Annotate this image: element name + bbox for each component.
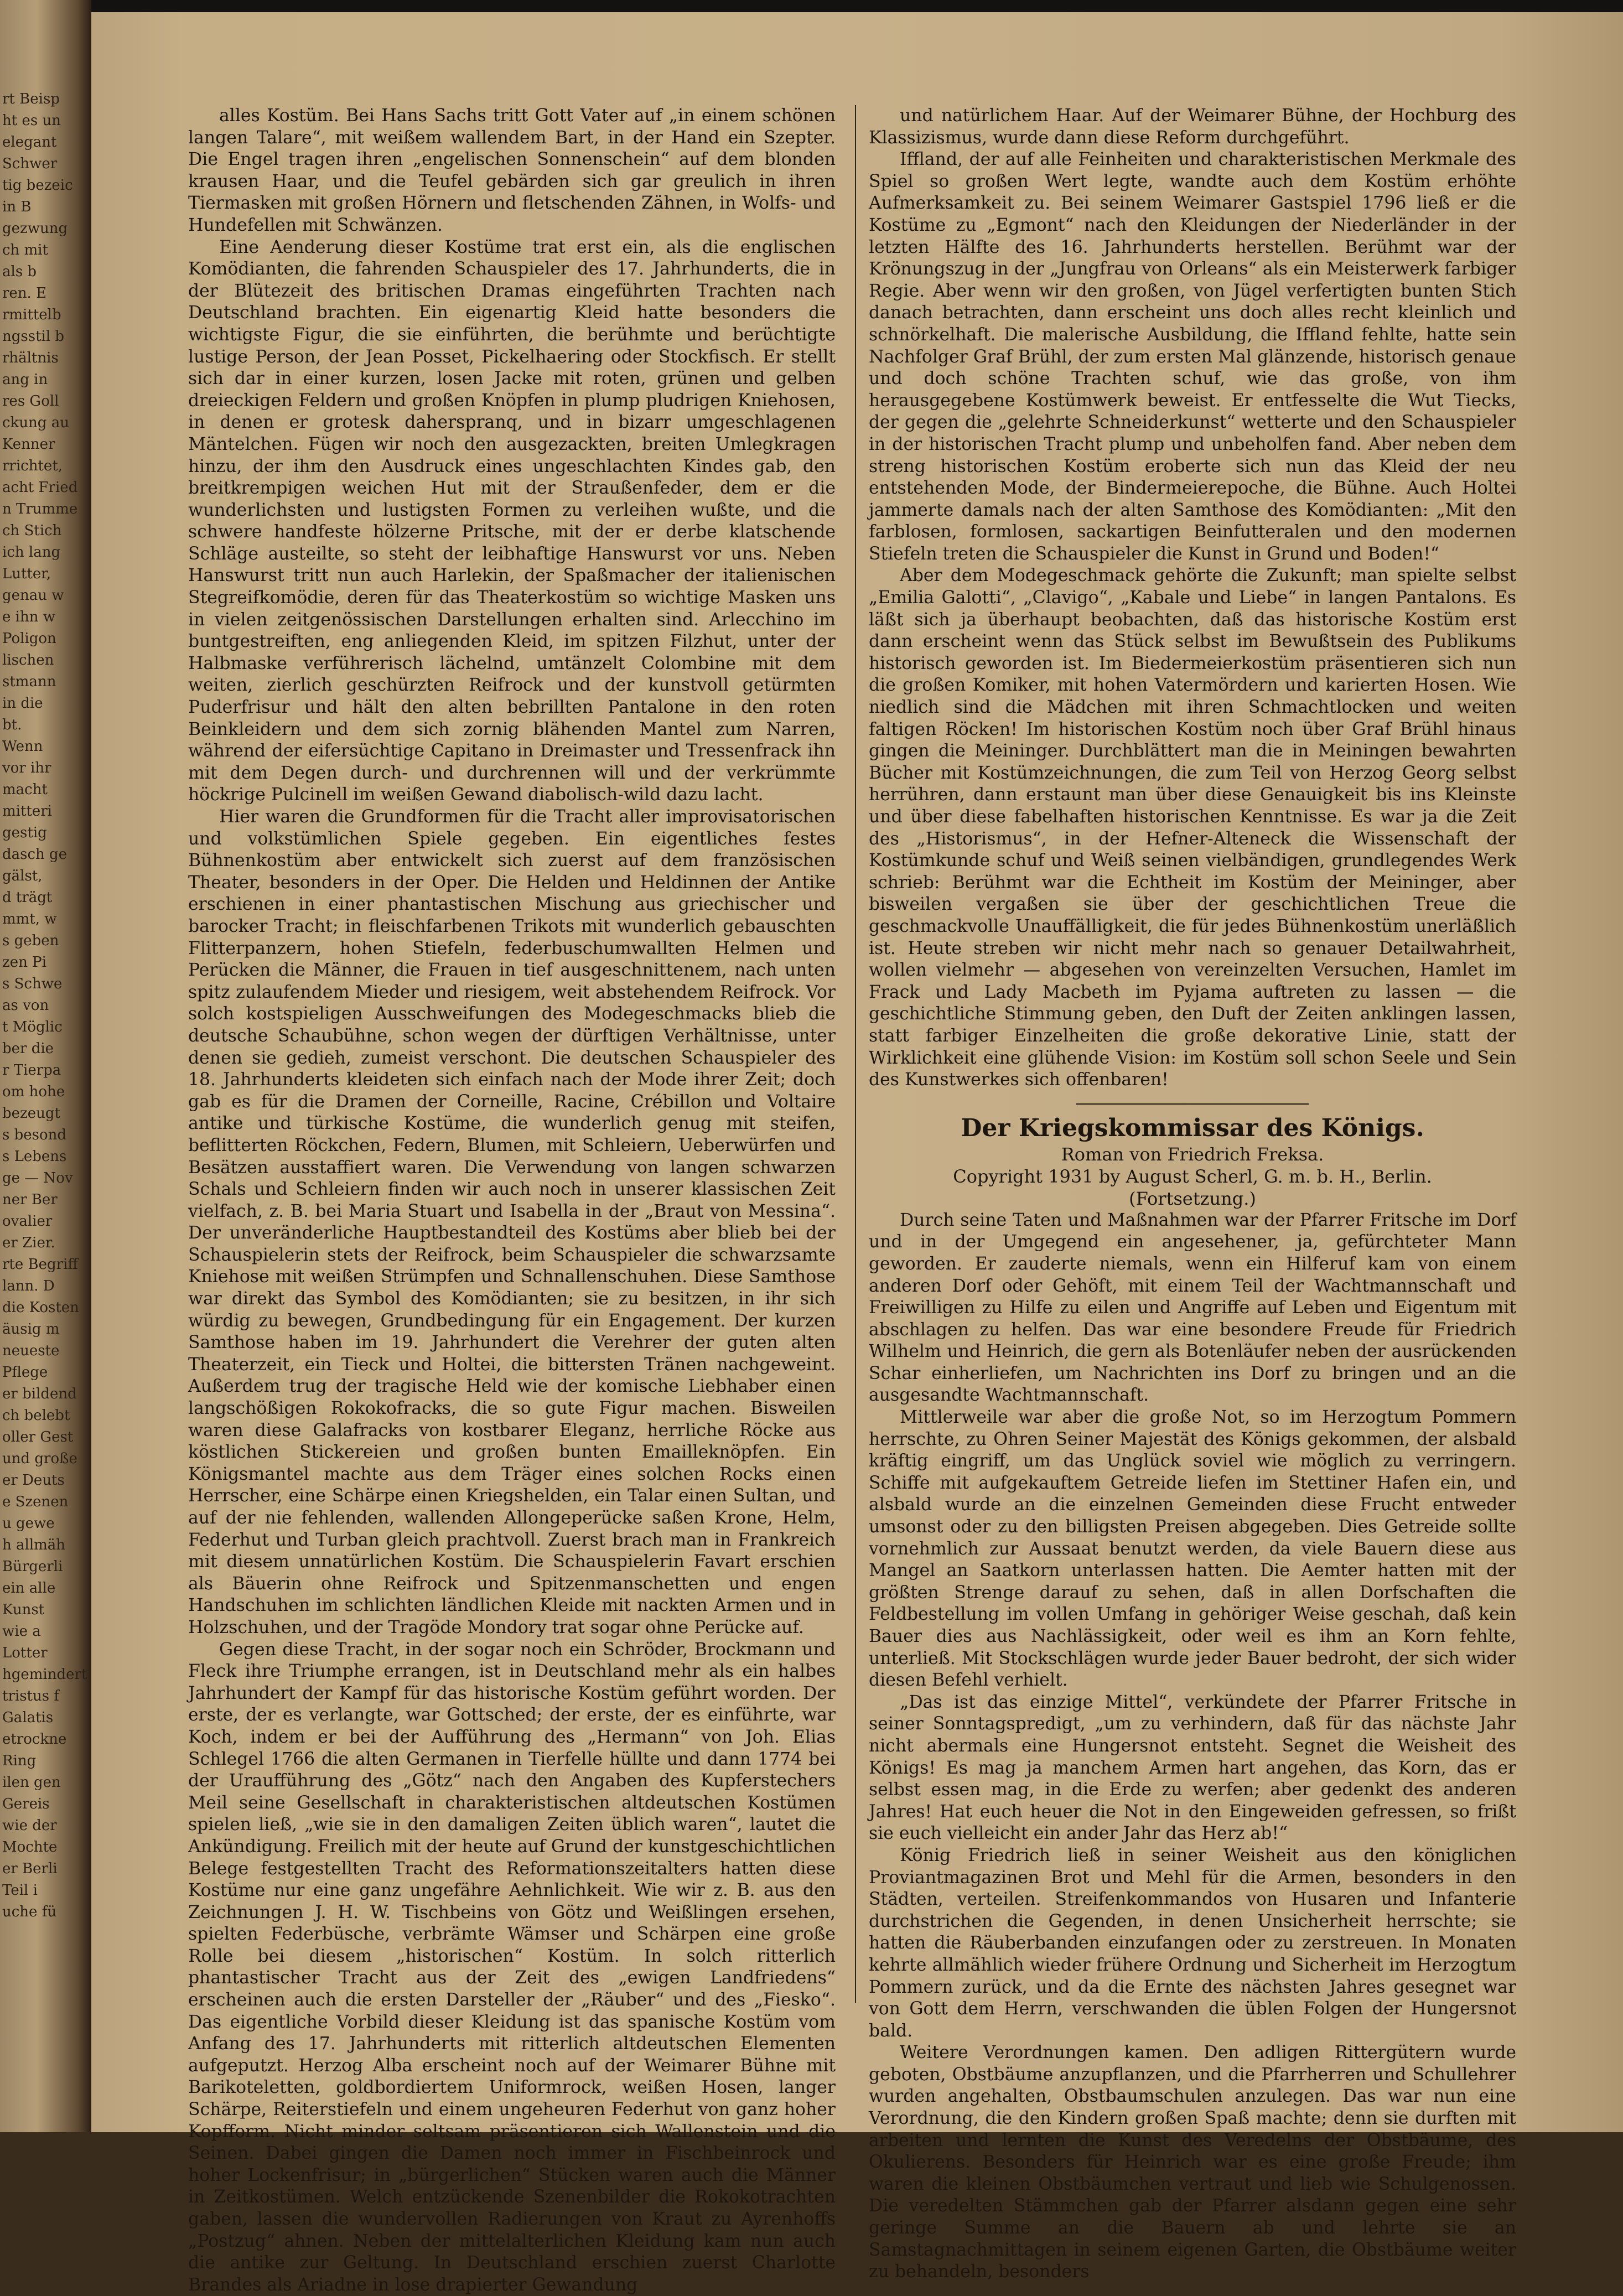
facing-page-fragment: Lotter bbox=[2, 1645, 48, 1661]
facing-page-fragment: genau w bbox=[2, 587, 64, 604]
facing-page-fragment: ch Stich bbox=[2, 522, 62, 539]
facing-page-fragment: Kenner bbox=[2, 436, 55, 453]
article-paragraph: und natürlichem Haar. Auf der Weimarer Bühne, der Hochburg des Klassizismus, wurde dann diese Reform durchgeführt. bbox=[869, 106, 1516, 148]
facing-page-fragment: oller Gest bbox=[2, 1429, 74, 1445]
facing-page-fragment: gezwung bbox=[2, 220, 68, 237]
facing-page-fragment: h allmäh bbox=[2, 1537, 66, 1553]
facing-page-fragment: ren. E bbox=[2, 285, 47, 302]
facing-page-fragment: Schwer bbox=[2, 156, 58, 172]
facing-page-fragment: u gewe bbox=[2, 1515, 55, 1532]
story-paragraph: König Friedrich ließ in seiner Weisheit aus den königlichen Proviantmagazinen Brot und Mehl für die Armen, besonders in den Städten, verteilen. Streifenkommandos von Husaren und Infanterie durchstrichen die Gegenden, in denen Unsicherheit herrschte; sie hatten die Räuberbanden einzufangen oder zu zerstreuen. In Monaten kehrte allmählich wieder frühere Ordnung und Sicherheit im Herzogtum Pommern zurück, und da die Ernte des nächsten Jahres gesegnet war von Gott dem Herrn, verschwanden die üblen Folgen der Hungersnot bald. bbox=[869, 1845, 1516, 2041]
facing-page-fragment: macht bbox=[2, 781, 48, 798]
facing-page-fragment: r Tierpa bbox=[2, 1062, 61, 1079]
facing-page-fragment: mmt, w bbox=[2, 911, 57, 927]
facing-page-fragment: d trägt bbox=[2, 889, 53, 906]
story-continuation-note: (Fortsetzung.) bbox=[1129, 1188, 1256, 1209]
facing-page-fragment: und große bbox=[2, 1450, 77, 1467]
facing-page-fragment: ch mit bbox=[2, 242, 48, 258]
facing-page-fragment: mitteri bbox=[2, 803, 52, 820]
facing-page-fragment: e ihn w bbox=[2, 609, 55, 625]
facing-page-fragment: rmittelb bbox=[2, 307, 61, 323]
facing-page-fragment: tig bezeic bbox=[2, 177, 73, 194]
facing-page-fragment: s Schwe bbox=[2, 976, 63, 992]
story-paragraph: Durch seine Taten und Maßnahmen war der Pfarrer Fritsche im Dorf und in der Umgegend ein angesehener, ja, gefürchteter Mann geworden. Er zauderte niemals, wenn ein Hilferuf kam von einem anderen Dorf oder Gehöft, mit einem Teil der Wachtmannschaft und Freiwilligen zu Hilfe zu eilen und Angriffe auf Leben und Eigentum mit abschlagen zu helfen. Das war eine besondere Freude für Friedrich Wilhelm und Heinrich, die gern als Botenläufer neben der ausrückenden Schar einherliefen, um Nachrichten ins Dorf zu bringen und an die ausgesandte Wachtmannschaft. bbox=[869, 1210, 1516, 1406]
facing-page-fragment: rhältnis bbox=[2, 350, 59, 366]
facing-page-fragment: stmann bbox=[2, 673, 56, 690]
story-paragraph: „Das ist das einzige Mittel“, verkündete der Pfarrer Fritsche in seiner Sonntagspredigt, „um zu verhindern, daß für das nächste Jahr nicht abermals eine Hungersnot entsteht. Segnet die Weisheit des Königs! Es mag ja manchem Armen hart angehen, das Korn, das er selbst essen mag, in die Erde zu werfen; aber gedenkt des anderen Jahres! Hat euch heuer die Not in den Eingeweiden gefressen, so frißt sie euch vielleicht ein ander Jahr das Herz ab!“ bbox=[869, 1692, 1516, 1844]
facing-page-fragment: lischen bbox=[2, 652, 54, 668]
facing-page-fragment: Lutter, bbox=[2, 566, 51, 582]
story-copyright: Copyright 1931 by August Scherl, G. m. b. H., Berlin. bbox=[953, 1165, 1432, 1187]
facing-page-fragment: wie a bbox=[2, 1623, 41, 1640]
facing-page-fragment: zen Pi bbox=[2, 954, 46, 971]
facing-page-fragment: tristus f bbox=[2, 1688, 59, 1704]
facing-page-fragment: Poligon bbox=[2, 630, 56, 647]
facing-page-fragment: Teil i bbox=[2, 1882, 38, 1899]
facing-page-fragment: er Zier. bbox=[2, 1235, 55, 1251]
facing-page-fragment: acht Fried bbox=[2, 479, 78, 496]
facing-page-fragment: Kunst bbox=[2, 1602, 45, 1618]
facing-page-fragment: in die bbox=[2, 695, 43, 712]
facing-page-fragment: lann. D bbox=[2, 1278, 55, 1294]
facing-page-fragment: Ring bbox=[2, 1753, 37, 1769]
facing-page-fragment: Bürgerli bbox=[2, 1558, 63, 1575]
facing-page-fragment: neueste bbox=[2, 1343, 60, 1359]
facing-page-fragment: as von bbox=[2, 997, 49, 1014]
facing-page-fragment: äusig m bbox=[2, 1321, 60, 1338]
facing-page-fragment: uche fü bbox=[2, 1904, 57, 1920]
article-paragraph: Eine Aenderung dieser Kostüme trat erst ein, als die englischen Komödianten, die fahrenden Schauspieler des 17. Jahrhunderts, die in der Blütezeit des britischen Dramas eingeführten Trachten nach Deutschland brachten. Ein eigenartig Kleid hatte besonders die wichtigste Figur, die sie einführten, die berühmte und berüchtigte lustige Person, der Jean Posset, Pickelhaering oder Stockfisch. Er stellt sich dar in einer kurzen, losen Jacke mit roten, grünen und gelben dreieckigen Feldern und großen Knöpfen in plump pludrigen Kniehosen, in denen er grotesk daherspranq, und in bizarr umgeschlagenen Mäntelchen. Fügen wir noch den ausgezackten, breiten Umlegkragen hinzu, der ihm den Ausdruck eines ungeschlachten Kindes gab, den breitkrempigen weichen Hut mit der Straußenfeder, dem er die wunderlichsten und lustigsten Formen zu verleihen wußte, und die schwere handfeste hölzerne Pritsche, mit der er derbe klatschende Schläge austeilte, so steht der leibhaftige Hanswurst vor uns. Neben Hanswurst tritt nun auch Harlekin, der Spaßmacher der italienischen Stegreifkomödie, deren für das Theaterkostüm so wichtige Masken uns in vielen zeitgenössischen Darstellungen erhalten sind. Arlecchino im buntgestreiften, eng anliegenden Kleid, im spitzen Filzhut, unter der Halbmaske verführerisch lächelnd, umtänzelt Colombine mit dem weiten, zierlich geschürzten Reifrock und der kunstvoll getürmten Puderfrisur und hält den alten bebrillten Pantalone in den roten Beinkleidern und dem sich zornig blähenden Mantel zum Narren, während der eifersüchtige Capitano in Dreimaster und Tressenfrack ihn mit dem Degen durch- und durchrennen will und der verkrümmte höckrige Pulcinell im weißen Gewand diabolisch-wild dazu lacht. bbox=[188, 237, 836, 805]
facing-page-fragment: n Trumme bbox=[2, 501, 78, 517]
facing-page-fragment: ngsstil b bbox=[2, 328, 65, 345]
facing-page-fragment: ckung au bbox=[2, 414, 69, 431]
right-column bbox=[869, 105, 1516, 2283]
facing-page-fragment: vor ihr bbox=[2, 760, 51, 776]
facing-page-fragment: bt. bbox=[2, 717, 22, 733]
facing-page-fragment: er Deuts bbox=[2, 1472, 65, 1489]
facing-page-fragment: gestig bbox=[2, 825, 47, 841]
facing-page-fragment: etrockne bbox=[2, 1731, 67, 1748]
article-paragraph: alles Kostüm. Bei Hans Sachs tritt Gott Vater auf „in einem schönen langen Talare“, mit weißem wallendem Bart, in der Hand ein Szepter. Die Engel tragen ihren „engelischen Sonnenschein“ auf dem blonden krausen Haar, und die Teufel gebärden sich gar greulich in ihren Tiermasken mit großen Hörnern und fletschenden Zähnen, in Wolfs- und Hundefellen mit Schwänzen. bbox=[188, 106, 836, 235]
facing-page-fragment: ang in bbox=[2, 371, 48, 388]
facing-page-fragment: ein alle bbox=[2, 1580, 56, 1597]
facing-page-fragment: als b bbox=[2, 263, 37, 280]
story-author: Roman von Friedrich Freksa. bbox=[1061, 1143, 1324, 1165]
facing-page-fragment: Galatis bbox=[2, 1709, 54, 1726]
article-paragraph: Iffland, der auf alle Feinheiten und charakteristischen Merkmale des Spiel so großen Wert legte, wandte auch dem Kostüm erhöhte Aufmerksamkeit zu. Bei seinem Weimarer Gastspiel 1796 ließ er die Kostüme zu „Egmont“ nach den Kleidungen der Niederländer in der letzten Hälfte des 16. Jahrhunderts herstellen. Berühmt war der Krönungszug in der „Jungfrau von Orleans“ als ein Meisterwerk farbiger Regie. Aber wenn wir den großen, von Jügel verfertigten bunten Stich danach betrachten, dann erscheint uns doch alles recht kleinlich und schnörkelhaft. Die malerische Ausbildung, die Iffland fehlte, hatte sein Nachfolger Graf Brühl, der zum ersten Mal glänzende, historisch genaue und doch schöne Trachten schuf, wie das große, von ihm herausgegebene Kostümwerk beweist. Er entfesselte die Wut Tiecks, der gegen die „gelehrte Schneiderkunst“ wetterte und den Schauspieler in der historischen Tracht plump und unbeholfen fand. Aber neben dem streng historischen Kostüm eroberte sich nun das Kleid der neu entstehenden Mode, der Bindermeierepoche, die Bühne. Auch Holtei jammerte damals nach der alten Samthose des Komödianten: „Mit den farblosen, formlosen, sackartigen Beinfutteralen und den modernen Stiefeln treten die Schauspieler die Kunst in Grund und Boden!“ bbox=[869, 149, 1516, 564]
facing-page-text-fragments bbox=[2, 89, 87, 1923]
facing-page-fragment: elegant bbox=[2, 134, 57, 151]
story-paragraph: Mittlerweile war aber die große Not, so im Herzogtum Pommern herrschte, zu Ohren Seiner Majestät des Königs gekommen, der alsbald kräftig eingriff, um das Unglück soviel wie möglich zu verringern. Schiffe mit aufgekauftem Getreide liefen im Stettiner Hafen ein, und alsbald wurde an die einzelnen Gemeinden diese Frucht entweder umsonst oder zu den billigsten Preisen abgegeben. Dies Getreide sollte vornehmlich zur Aussaat benutzt werden, da viele Bauern diese aus Mangel an Saatkorn unterlassen hatten. Die Aemter hatten mit der größten Strenge darauf zu sehen, daß in allen Dorfschaften die Feldbestellung im vollen Umfang in gehöriger Weise geschah, daß kein Bauer dies aus Nachlässigkeit, oder weil es ihm an Korn fehlte, unterließ. Mit Stockschlägen wurde jeder Bauer bedroht, der sich wider diesen Befehl verhielt. bbox=[869, 1407, 1516, 1691]
facing-page-fragment: s besond bbox=[2, 1127, 67, 1143]
story-body bbox=[869, 1210, 1516, 2283]
facing-page-fragment: hgemindert bbox=[2, 1666, 87, 1683]
facing-page-fragment: er bildend bbox=[2, 1386, 77, 1402]
facing-page-fragment: gälst, bbox=[2, 868, 43, 884]
facing-page-fragment: s Lebens bbox=[2, 1148, 67, 1165]
facing-page-fragment: Mochte bbox=[2, 1839, 58, 1856]
facing-page-fragment: ge — Nov bbox=[2, 1170, 73, 1186]
facing-page-fragment: ch belebt bbox=[2, 1407, 70, 1424]
article-paragraph: Hier waren die Grundformen für die Tracht aller improvisatorischen und volkstümlichen Spiele gegeben. Ein eigentliches festes Bühnenkostüm aber entwickelt sich zuerst auf dem französischen Theater, besonders in der Oper. Die Helden und Heldinnen der Antike erschienen in einer phantastischen Mischung aus griechischer und barocker Tracht; in fleischfarbenen Trikots mit wunderlich gebauschten Flitterpanzern, hohen Stiefeln, federbuschumwallten Helmen und Perücken die Männer, die Frauen in tief ausgeschnittenem, nach unten spitz zulaufendem Mieder und riesigem, weit abstehendem Reifrock. Vor solch kostspieligen Ausschweifungen des Modegeschmacks blieb die deutsche Schaubühne, schon wegen der dürftigen Verhältnisse, unter denen sie gedieh, zumeist verschont. Die deutschen Schauspieler des 18. Jahrhunderts kleideten sich einfach nach der Mode ihrer Zeit; doch gab es für die Dramen der Corneille, Racine, Crébillon und Voltaire antike und türkische Kostüme, die wunderlich genug mit steifen, beflitterten Röckchen, Federn, Blumen, mit Schleiern, Ueberwürfen und Besätzen ausstaffiert waren. Die Verwendung von langen schwarzen Schals und Schleiern finden wir auch noch in unserer klassischen Zeit vielfach, z. B. bei Maria Stuart und Isabella in der „Braut von Messina“. Der unveränderliche Hauptbestandteil des Kostüms aber blieb bei der Schauspielerin stets der Reifrock, beim Schauspieler die schwarzsamte Kniehose mit weißen Strümpfen und Schnallenschuhen. Diese Samthose war direkt das Symbol des Komödianten; sie zu besitzen, in ihr sich würdig zu bewegen, Grundbedingung für ein Engagement. Der kurzen Samthose haben im 19. Jahrhundert die Verehrer der guten alten Theaterzeit, ein Tieck und Holtei, die bittersten Tränen nachgeweint. Außerdem trug der tragische Held wie der komische Liebhaber einen langschößigen Rokokofracks, die so gute Figur machen. Bisweilen waren diese Galafracks von kostbarer Eleganz, herrliche Röcke aus köstlichen Stickereien und großen bunten Emailleknöpfen. Ein Königsmantel machte aus dem Träger eines solchen Rocks einen Herrscher, eine Schärpe einen Kriegshelden, ein Talar einen Sultan, und auf der nie fehlenden, wallenden Allongeperücke saßen Krone, Helm, Federhut und Turban gleich prachtvoll. Zuerst brach man in Frankreich mit diesem unnatürlichen Kostüm. Die Schauspielerin Favart erschien als Bäuerin ohne Reifrock und Spitzenmanschetten und engen Handschuhen im schlichten ländlichen Kleide mit nackten Armen und in Holzschuhen, und der Tragöde Mondory trat sogar ohne Perücke auf. bbox=[188, 807, 836, 1637]
facing-page-fragment: Wenn bbox=[2, 738, 43, 755]
facing-page-edge bbox=[0, 0, 91, 2132]
facing-page-fragment: er Berli bbox=[2, 1860, 58, 1877]
facing-page-fragment: res Goll bbox=[2, 393, 59, 410]
facing-page-fragment: Gereis bbox=[2, 1796, 50, 1812]
facing-page-fragment: rte Begriff bbox=[2, 1256, 78, 1273]
article-paragraph: Gegen diese Tracht, in der sogar noch ein Schröder, Brockmann und Fleck ihre Triumphe errangen, ist in Deutschland mehr als ein halbes Jahrhundert der Kampf für das historische Kostüm geführt worden. Der erste, der es verlangte, war Gottsched; der erste, der es einführte, war Koch, indem er bei der Aufführung des „Hermann“ von Joh. Elias Schlegel 1766 die alten Germanen in Tierfelle hüllte und dann 1774 bei der Uraufführung des „Götz“ nach den Angaben des Kupferstechers Meil seine Gesellschaft in charakteristischen altdeutschen Kostümen spielen ließ, „wie sie in den damaligen Zeiten üblich waren“, lautet die Ankündigung. Freilich mit der heute auf Grund der kunstgeschichtlichen Belege festgestellten Tracht des Reformationszeitalters hatten diese Kostüme nur eine ganz ungefähre Aehnlichkeit. Wie wir z. B. aus den Zeichnungen J. H. W. Tischbeins von Götz und Weißlingen ersehen, spielten Federbüsche, verbrämte Wämser und Schärpen eine große Rolle bei diesem „historischen“ Kostüm. In solch ritterlich phantastischer Tracht aus der Zeit des „ewigen Landfriedens“ erscheinen auch die ersten Darsteller der „Räuber“ und des „Fiesko“. Das eigentliche Vorbild dieser Kleidung ist das spanische Kostüm vom Anfang des 17. Jahrhunderts mit ritterlich altdeutschen Elementen aufgeputzt. Herzog Alba erscheint noch auf der Weimarer Bühne mit Barikoteletten, goldbordiertem Uniformrock, weißen Hosen, langer Schärpe, Reiterstiefeln und einem ungeheuren Federhut von ganz hoher Kopfform. Nicht minder seltsam präsentieren sich Wallenstein und die Seinen. Dabei gingen die Damen noch immer in Fischbeinrock und hoher Lockenfrisur; in „bürgerlichen“ Stücken waren auch die Männer in Zeitkostümen. Welch entzückende Szenenbilder die Rokokotrachten gaben, lassen die wundervollen Radierungen von Kraut zu Ayrenhoffs „Postzug“ ahnen. Neben der mittelalterlichen Kleidung kam nun auch die antike zur Geltung. In Deutschland erschien zuerst Charlotte Brandes als Ariadne in lose drapierter Gewandung bbox=[188, 1639, 836, 2295]
facing-page-fragment: s geben bbox=[2, 932, 59, 949]
facing-page-fragment: Pflege bbox=[2, 1364, 48, 1381]
facing-page-fragment: wie der bbox=[2, 1817, 57, 1834]
story-paragraph: Weitere Verordnungen kamen. Den adligen Rittergütern wurde geboten, Obstbäume anzupflanzen, und die Pfarrherren und Schullehrer wurden angehalten, Obstbaumschulen anzulegen. Das war nun eine Verordnung, die den Kindern großen Spaß machte; denn sie durften mit arbeiten und lernten die Kunst des Veredelns der Obstbäume, des Okulierens. Besonders für Heinrich war es eine große Freude; ihm waren die kleinen Obstbäumchen vertraut und lieb wie Schulgenossen. Die veredelten Stämmchen gab der Pfarrer alsdann gegen eine sehr geringe Summe an die Bauern ab und lehrte sie an Samstagnachmittagen in seinem eigenen Garten, die Obstbäume weiter zu behandeln, besonders bbox=[869, 2043, 1516, 2282]
facing-page-fragment: in B bbox=[2, 199, 32, 215]
newspaper-page bbox=[91, 12, 1623, 2295]
facing-page-fragment: die Kosten bbox=[2, 1299, 79, 1316]
article-paragraph: Aber dem Modegeschmack gehörte die Zukunft; man spielte selbst „Emilia Galotti“, „Clavigo“, „Kabale und Liebe“ in langen Pantalons. Es läßt sich ja überhaupt beobachten, daß das historische Kostüm erst dann erscheint wenn das Stück selbst im Bewußtsein des Publikums historisch geworden ist. Im Biedermeierkostüm präsentieren sich nun die großen Komiker, mit hohen Vatermördern und karierten Hosen. Wie niedlich sind die Mädchen mit ihren Schmachtlocken und weiten faltigen Röcken! Im historischen Kostüm noch über Graf Brühl hinaus gingen die Meininger. Durchblättert man die in Meiningen bewahrten Bücher mit Kostümzeichnungen, die zum Teil von Herzog Georg selbst herrühren, dann erstaunt man über diese Genauigkeit bis ins Kleinste und über diese fabelhaften historischen Kenntnisse. Es war ja die Zeit des „Historismus“, in der Hefner-Alteneck die Wissenschaft der Kostümkunde schuf und Weiß seinen vielbändigen, grundlegendes Werk schrieb: Berühmt war die Echtheit im Kostüm der Meininger, aber bisweilen vergaßen sie über der geschichtlichen Treue die geschmackvolle Unauffälligkeit, die für jedes Bühnenkostüm unerläßlich ist. Heute streben wir nicht mehr nach so genauer Detailwahrheit, wollen vielmehr — abgesehen von vereinzelten Versuchen, Hamlet im Frack und Lady Macbeth im Pyjama auftreten zu lassen — die geschichtliche Stimmung geben, den Duft der Zeiten anklingen lassen, statt farbiger Einzelheiten die große dekorative Linie, statt der Wirklichkeit eine glühende Vision: im Kostüm soll schon Seele und Sein des Kunstwerkes sich offenbaren! bbox=[869, 566, 1516, 1090]
facing-page-fragment: ner Ber bbox=[2, 1191, 58, 1208]
facing-page-fragment: e Szenen bbox=[2, 1494, 69, 1510]
facing-page-fragment: ilen gen bbox=[2, 1774, 61, 1791]
facing-page-fragment: ber die bbox=[2, 1040, 54, 1057]
section-separator bbox=[1076, 1103, 1309, 1105]
facing-page-fragment: rrichtet, bbox=[2, 458, 63, 474]
facing-page-fragment: dasch ge bbox=[2, 846, 68, 863]
column-divider bbox=[855, 105, 856, 2003]
left-column-article bbox=[188, 105, 836, 2296]
facing-page-fragment: ovalier bbox=[2, 1213, 53, 1230]
facing-page-fragment: bezeugt bbox=[2, 1105, 60, 1122]
facing-page-fragment: ich lang bbox=[2, 544, 61, 561]
facing-page-fragment: t Möglic bbox=[2, 1019, 63, 1035]
article-continuation bbox=[869, 105, 1516, 1091]
story-title: Der Kriegskommissar des Königs. bbox=[961, 1113, 1424, 1142]
facing-page-fragment: ht es un bbox=[2, 112, 61, 129]
facing-page-fragment: om hohe bbox=[2, 1084, 65, 1100]
facing-page-fragment: rt Beisp bbox=[2, 91, 60, 107]
